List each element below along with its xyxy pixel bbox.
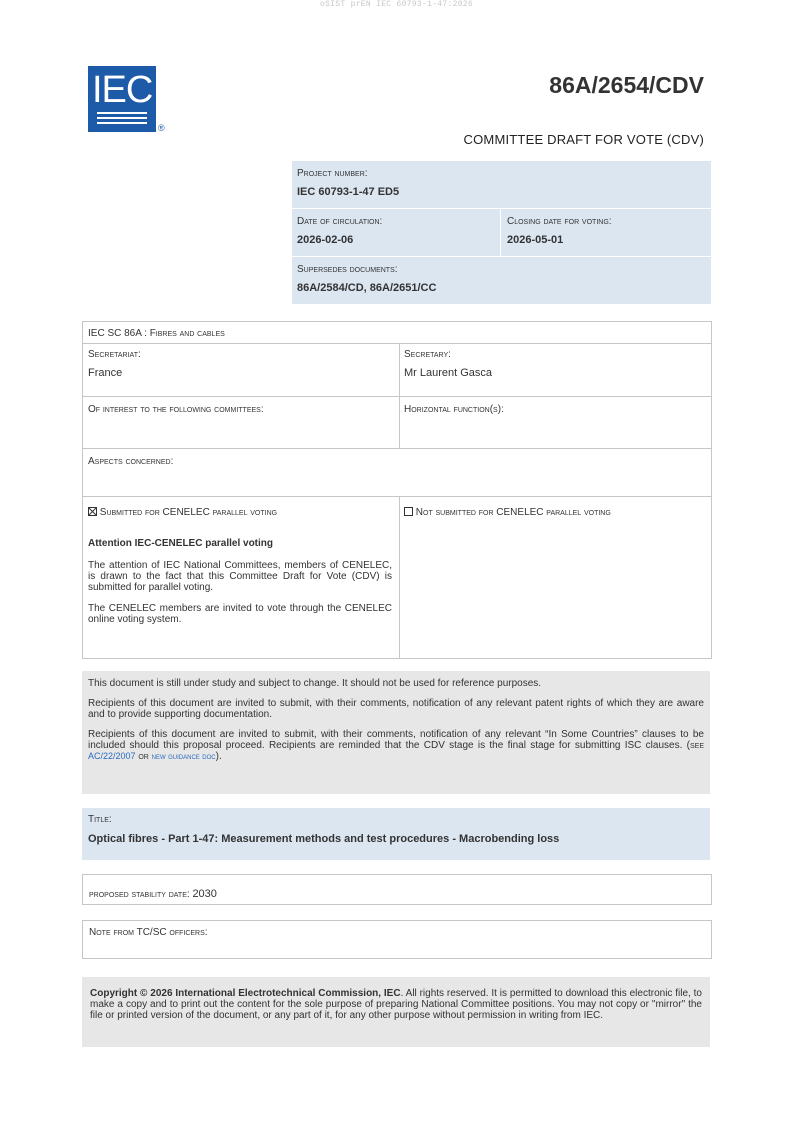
check-x-icon xyxy=(89,508,96,515)
guidance-doc-link[interactable]: new guidance doc xyxy=(151,751,216,761)
project-row xyxy=(292,161,711,209)
not-submitted-checkbox[interactable] xyxy=(404,507,413,516)
closing-date-value: 2026-05-01 xyxy=(507,234,564,246)
supersedes-row xyxy=(292,257,711,304)
watermark: oSIST prEN IEC 60793-1-47:2026 xyxy=(319,0,474,9)
document-number: 86A/2654/CDV xyxy=(549,72,704,98)
attention-heading: Attention IEC-CENELEC parallel voting xyxy=(88,538,274,549)
column-divider xyxy=(399,344,400,396)
see-text: see xyxy=(689,740,704,751)
committee-row xyxy=(83,322,711,344)
horizontal-function-label: Horizontal function(s): xyxy=(404,404,504,415)
committee-prefix: IEC SC 86A : xyxy=(88,328,150,339)
column-divider xyxy=(500,209,501,256)
aspects-row xyxy=(83,449,711,497)
committee-name: Fibres and cables xyxy=(149,328,225,339)
notice-isc-text: Recipients of this document are invited to submit, with their comments, notification of any relevant “In Some Countries” clauses to be included should this proposal proceed. Recipients are reminded that the CDV stage is the final stage for submitting ISC clauses. ( xyxy=(88,729,704,751)
circulation-date-label: Date of circulation: xyxy=(297,216,383,227)
not-submitted-label: Not submitted for CENELEC parallel voting xyxy=(415,507,611,518)
title-label: Title: xyxy=(88,814,112,825)
stability-label: proposed stability date: xyxy=(89,889,193,900)
committee-table xyxy=(82,321,712,659)
project-number-value: IEC 60793-1-47 ED5 xyxy=(297,186,400,198)
ac-2007-link[interactable]: AC/22/2007 xyxy=(88,751,136,761)
closing-date-label: Closing date for voting: xyxy=(507,216,612,227)
document-type: COMMITTEE DRAFT FOR VOTE (CDV) xyxy=(463,132,704,147)
interest-row xyxy=(83,397,711,449)
copyright-body: . All rights reserved. It is permitted to download this electronic file, to make a copy and to print out the content for the sole purpose of preparing National Committee positions. You may not copy or "mirror" the file or printed version of the document, or any part of it, for any other purpose without permission in writing from IEC. xyxy=(90,988,702,1021)
circulation-date-value: 2026-02-06 xyxy=(297,234,354,246)
interest-label: Of interest to the following committees: xyxy=(88,404,264,415)
project-number-label: Project number: xyxy=(297,168,368,179)
registered-mark: ® xyxy=(158,123,165,133)
logo-text: IEC xyxy=(92,69,153,111)
officers-note-label: Note from TC/SC officers: xyxy=(89,927,208,938)
stability-value: 2030 xyxy=(192,888,217,900)
supersedes-value: 86A/2584/CD, 86A/2651/CC xyxy=(297,282,437,294)
secretariat-value: France xyxy=(88,367,123,379)
dates-row xyxy=(292,209,711,257)
attention-paragraph: The CENELEC members are invited to vote through the CENELEC online voting system. xyxy=(88,603,392,625)
copyright-bold: Copyright © 2026 International Electrotechnical Commission, IEC xyxy=(90,988,401,999)
stability-box xyxy=(82,874,712,905)
secretary-value: Mr Laurent Gasca xyxy=(404,367,493,379)
attention-paragraph: The attention of IEC National Committees, members of CENELEC, is drawn to the fact that this Committee Draft for Vote (CDV) is submitted for parallel voting. xyxy=(88,560,392,593)
notice-box xyxy=(82,671,710,794)
column-divider xyxy=(399,397,400,448)
iec-logo xyxy=(88,66,156,132)
or-text: or xyxy=(138,751,149,762)
column-divider xyxy=(399,497,400,658)
officers-note-box xyxy=(82,920,712,959)
copyright-text xyxy=(90,988,702,1021)
not-submitted-option xyxy=(404,507,611,518)
aspects-label: Aspects concerned: xyxy=(88,456,174,467)
copyright-box xyxy=(82,977,710,1047)
submitted-option xyxy=(88,507,392,518)
logo-stripe xyxy=(97,122,147,124)
document-title: Optical fibres - Part 1-47: Measurement methods and test procedures - Macrobending loss xyxy=(88,833,560,845)
submitted-label: Submitted for CENELEC parallel voting xyxy=(99,507,278,518)
notice-isc-paragraph xyxy=(88,729,704,762)
notice-paragraph: Recipients of this document are invited to submit, with their comments, notification of any relevant patent rights of which they are aware and to provide supporting documentation. xyxy=(88,698,704,720)
logo-stripe xyxy=(97,112,147,114)
notice-end: ). xyxy=(215,751,222,762)
submitted-checkbox[interactable] xyxy=(88,507,97,516)
voting-row xyxy=(83,497,711,658)
secretariat-row xyxy=(83,344,711,397)
supersedes-label: Supersedes documents: xyxy=(297,264,398,275)
title-box xyxy=(82,808,710,860)
notice-paragraph: This document is still under study and subject to change. It should not be used for reference purposes. xyxy=(88,678,542,689)
secretariat-label: Secretariat: xyxy=(88,349,141,360)
logo-stripe xyxy=(97,117,147,119)
project-info-box xyxy=(292,161,711,304)
secretary-label: Secretary: xyxy=(404,349,451,360)
